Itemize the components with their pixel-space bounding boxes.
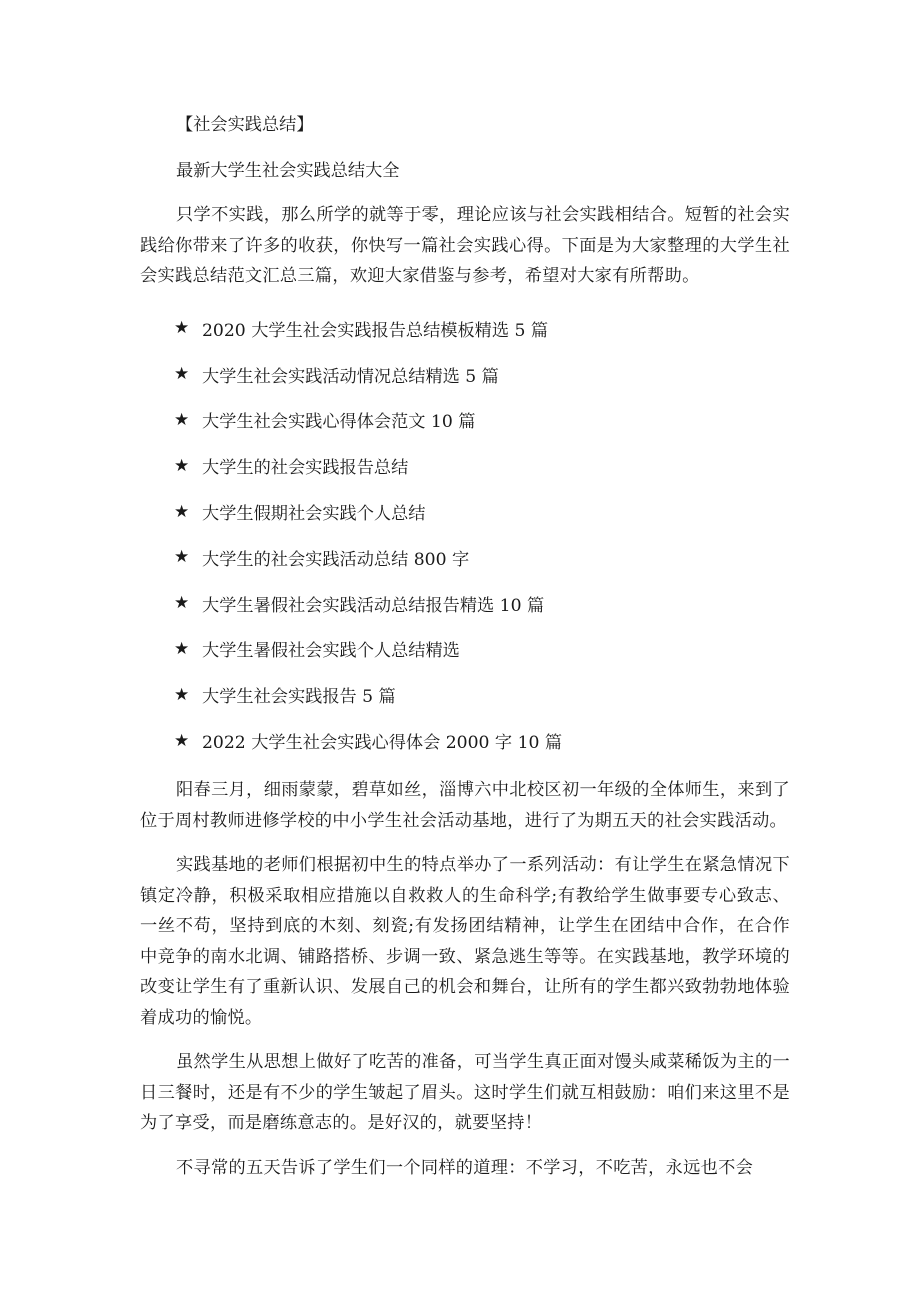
list-item[interactable] (140, 443, 790, 489)
intro-paragraph: 只学不实践，那么所学的就等于零，理论应该与社会实践相结合。短暂的社会实践给你带来了许多的收获，你快写一篇社会实践心得。下面是为大家整理的大学生社会实践总结范文汇总三篇，欢迎大家借鉴与参考，希望对大家有所帮助。 (140, 205, 790, 286)
star-icon: ★ (174, 409, 190, 430)
body-paragraph: 不寻常的五天告诉了学生们一个同样的道理：不学习，不吃苦，永远也不会 (176, 1157, 754, 1178)
list-item[interactable] (140, 351, 790, 397)
list-item-label[interactable]: 2020 大学生社会实践报告总结模板精选 5 篇 (202, 320, 549, 341)
list-item-label[interactable]: 大学生的社会实践报告总结 (202, 458, 409, 479)
list-item-label[interactable]: 大学生的社会实践活动总结 800 字 (202, 549, 470, 570)
document-heading: 【社会实践总结】 (176, 115, 314, 135)
list-item-label[interactable]: 大学生暑假社会实践个人总结精选 (202, 641, 460, 662)
body-paragraph: 实践基地的老师们根据初中生的特点举办了一系列活动：有让学生在紧急情况下镇定冷静，积极采取相应措施以自救救人的生命科学;有教给学生做事要专心致志、一丝不苟，坚持到底的木刻、刻瓷;有发扬团结精神，让学生在团结中合作，在合作中竞争的南水北调、铺路搭桥、步调一致、紧急逃生等等。在实践基地，教学环境的改变让学生有了重新认识、发展自己的机会和舞台，让所有的学生都兴致勃勃地体验着成功的愉悦。 (140, 855, 790, 1028)
body-paragraph: 虽然学生从思想上做好了吃苦的准备，可当学生真正面对馒头咸菜稀饭为主的一日三餐时，还是有不少的学生皱起了眉头。这时学生们就互相鼓励：咱们来这里不是为了享受，而是磨练意志的。是好汉的，就要坚持！ (140, 1052, 790, 1134)
list-item-label[interactable]: 大学生社会实践报告 5 篇 (202, 687, 396, 708)
body-paragraph: 阳春三月，细雨蒙蒙，碧草如丝，淄博六中北校区初一年级的全体师生，来到了位于周村教师进修学校的中小学生社会活动基地，进行了为期五天的社会实践活动。 (140, 780, 790, 831)
related-articles-list (140, 306, 790, 764)
list-item-label[interactable]: 大学生暑假社会实践活动总结报告精选 10 篇 (202, 595, 545, 616)
list-item-label[interactable]: 大学生假期社会实践个人总结 (202, 504, 426, 525)
document-subtitle: 最新大学生社会实践总结大全 (176, 161, 400, 181)
list-item[interactable] (140, 397, 790, 443)
star-icon: ★ (174, 593, 190, 614)
star-icon: ★ (174, 364, 190, 385)
document-body (140, 108, 790, 1183)
star-icon: ★ (174, 684, 190, 705)
star-icon: ★ (174, 730, 190, 751)
list-item[interactable] (140, 489, 790, 535)
list-item-label[interactable]: 大学生社会实践活动情况总结精选 5 篇 (202, 366, 499, 387)
star-icon: ★ (174, 547, 190, 568)
star-icon: ★ (174, 638, 190, 659)
star-icon: ★ (174, 501, 190, 522)
star-icon: ★ (174, 455, 190, 476)
list-item[interactable] (140, 534, 790, 580)
star-icon: ★ (174, 318, 190, 339)
list-item-label[interactable]: 2022 大学生社会实践心得体会 2000 字 10 篇 (202, 733, 563, 754)
list-item[interactable] (140, 580, 790, 626)
list-item[interactable] (140, 718, 790, 764)
list-item[interactable] (140, 626, 790, 672)
list-item-label[interactable]: 大学生社会实践心得体会范文 10 篇 (202, 412, 476, 433)
list-item[interactable] (140, 672, 790, 718)
list-item[interactable] (140, 306, 790, 352)
